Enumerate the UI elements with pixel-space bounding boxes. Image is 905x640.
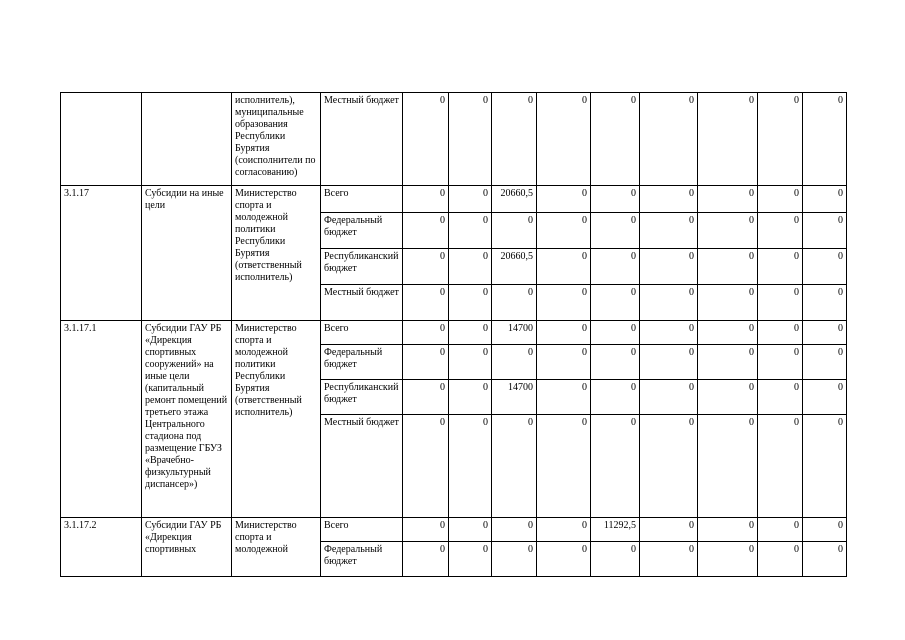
amount-cell: 0	[449, 285, 492, 321]
table-row	[61, 518, 847, 542]
amount-cell: 0	[640, 518, 698, 542]
item-number-cell: 3.1.17	[61, 186, 142, 321]
amount-cell: 0	[537, 249, 591, 285]
amount-cell: 0	[537, 93, 591, 186]
amount-cell: 0	[758, 415, 803, 518]
item-number-cell: 3.1.17.1	[61, 321, 142, 518]
amount-cell: 20660,5	[492, 186, 537, 213]
table-row	[61, 321, 847, 345]
amount-cell: 0	[640, 249, 698, 285]
amount-cell: 0	[591, 285, 640, 321]
amount-cell: 0	[803, 518, 847, 542]
amount-cell: 0	[537, 321, 591, 345]
amount-cell: 0	[803, 213, 847, 249]
amount-cell: 0	[537, 415, 591, 518]
amount-cell: 0	[591, 93, 640, 186]
amount-cell: 0	[698, 542, 758, 577]
amount-cell: 0	[698, 518, 758, 542]
table-row	[61, 93, 847, 186]
amount-cell: 0	[698, 321, 758, 345]
amount-cell: 0	[403, 415, 449, 518]
amount-cell: 0	[591, 380, 640, 415]
amount-cell: 0	[537, 285, 591, 321]
amount-cell: 0	[403, 249, 449, 285]
amount-cell: 0	[591, 415, 640, 518]
amount-cell: 0	[449, 213, 492, 249]
amount-cell: 0	[758, 213, 803, 249]
funding-source-cell: Местный бюджет	[321, 415, 403, 518]
amount-cell: 0	[698, 380, 758, 415]
amount-cell: 0	[640, 93, 698, 186]
amount-cell: 0	[449, 249, 492, 285]
amount-cell: 0	[591, 213, 640, 249]
amount-cell: 0	[537, 542, 591, 577]
amount-cell: 0	[758, 186, 803, 213]
item-name-cell: Субсидии ГАУ РБ «Дирекция спортивных	[142, 518, 232, 577]
amount-cell: 0	[591, 345, 640, 380]
executor-cell: исполнитель), муниципальные образования Республики Бурятия (соисполнители по согласованию)	[232, 93, 321, 186]
amount-cell: 0	[758, 518, 803, 542]
amount-cell: 0	[803, 345, 847, 380]
amount-cell: 0	[403, 345, 449, 380]
table-body	[61, 93, 847, 577]
amount-cell: 0	[640, 213, 698, 249]
amount-cell: 0	[449, 542, 492, 577]
amount-cell: 0	[403, 213, 449, 249]
funding-source-cell: Всего	[321, 321, 403, 345]
amount-cell: 0	[698, 249, 758, 285]
amount-cell: 0	[758, 380, 803, 415]
amount-cell: 0	[640, 415, 698, 518]
amount-cell: 0	[803, 93, 847, 186]
amount-cell: 0	[803, 415, 847, 518]
amount-cell: 0	[492, 213, 537, 249]
amount-cell: 0	[492, 93, 537, 186]
amount-cell: 0	[698, 213, 758, 249]
amount-cell: 0	[803, 285, 847, 321]
amount-cell: 20660,5	[492, 249, 537, 285]
amount-cell: 0	[640, 285, 698, 321]
amount-cell: 0	[449, 345, 492, 380]
amount-cell: 0	[803, 321, 847, 345]
funding-source-cell: Республиканский бюджет	[321, 380, 403, 415]
amount-cell: 0	[803, 249, 847, 285]
funding-source-cell: Республиканский бюджет	[321, 249, 403, 285]
amount-cell: 0	[591, 186, 640, 213]
amount-cell: 0	[591, 321, 640, 345]
amount-cell: 0	[758, 93, 803, 186]
funding-source-cell: Федеральный бюджет	[321, 542, 403, 577]
table-row	[61, 186, 847, 213]
executor-cell: Министерство спорта и молодежной	[232, 518, 321, 577]
amount-cell: 0	[537, 186, 591, 213]
amount-cell: 0	[449, 380, 492, 415]
amount-cell: 0	[758, 249, 803, 285]
amount-cell: 0	[537, 380, 591, 415]
amount-cell: 0	[698, 186, 758, 213]
amount-cell: 0	[403, 285, 449, 321]
item-number-cell: 3.1.17.2	[61, 518, 142, 577]
amount-cell: 0	[640, 345, 698, 380]
amount-cell: 0	[492, 345, 537, 380]
amount-cell: 0	[758, 345, 803, 380]
amount-cell: 0	[449, 518, 492, 542]
funding-source-cell: Местный бюджет	[321, 285, 403, 321]
amount-cell: 0	[537, 518, 591, 542]
amount-cell: 0	[492, 285, 537, 321]
funding-source-cell: Всего	[321, 186, 403, 213]
amount-cell: 0	[537, 345, 591, 380]
amount-cell: 0	[537, 213, 591, 249]
budget-table	[60, 92, 847, 577]
amount-cell: 0	[403, 93, 449, 186]
amount-cell: 14700	[492, 321, 537, 345]
amount-cell: 0	[449, 186, 492, 213]
amount-cell: 14700	[492, 380, 537, 415]
item-number-cell	[61, 93, 142, 186]
amount-cell: 0	[403, 186, 449, 213]
amount-cell: 0	[698, 415, 758, 518]
amount-cell: 0	[492, 542, 537, 577]
amount-cell: 0	[449, 93, 492, 186]
amount-cell: 0	[492, 518, 537, 542]
amount-cell: 0	[640, 542, 698, 577]
amount-cell: 0	[758, 285, 803, 321]
amount-cell: 0	[640, 321, 698, 345]
amount-cell: 11292,5	[591, 518, 640, 542]
amount-cell: 0	[403, 321, 449, 345]
amount-cell: 0	[640, 380, 698, 415]
item-name-cell: Субсидии ГАУ РБ «Дирекция спортивных сооружений» на иные цели (капитальный ремонт помещений третьего этажа Центрального стадиона под размещение ГБУЗ «Врачебно-физкультурный диспансер»)	[142, 321, 232, 518]
amount-cell: 0	[698, 345, 758, 380]
amount-cell: 0	[591, 249, 640, 285]
funding-source-cell: Федеральный бюджет	[321, 345, 403, 380]
amount-cell: 0	[803, 186, 847, 213]
amount-cell: 0	[591, 542, 640, 577]
funding-source-cell: Федеральный бюджет	[321, 213, 403, 249]
amount-cell: 0	[698, 285, 758, 321]
item-name-cell: Субсидии на иные цели	[142, 186, 232, 321]
amount-cell: 0	[403, 380, 449, 415]
funding-source-cell: Всего	[321, 518, 403, 542]
amount-cell: 0	[803, 380, 847, 415]
amount-cell: 0	[449, 415, 492, 518]
amount-cell: 0	[403, 518, 449, 542]
amount-cell: 0	[492, 415, 537, 518]
amount-cell: 0	[803, 542, 847, 577]
amount-cell: 0	[758, 542, 803, 577]
funding-source-cell: Местный бюджет	[321, 93, 403, 186]
amount-cell: 0	[698, 93, 758, 186]
amount-cell: 0	[403, 542, 449, 577]
amount-cell: 0	[449, 321, 492, 345]
item-name-cell	[142, 93, 232, 186]
amount-cell: 0	[758, 321, 803, 345]
executor-cell: Министерство спорта и молодежной политики Республики Бурятия (ответственный исполнитель)	[232, 321, 321, 518]
amount-cell: 0	[640, 186, 698, 213]
executor-cell: Министерство спорта и молодежной политики Республики Бурятия (ответственный исполнитель)	[232, 186, 321, 321]
